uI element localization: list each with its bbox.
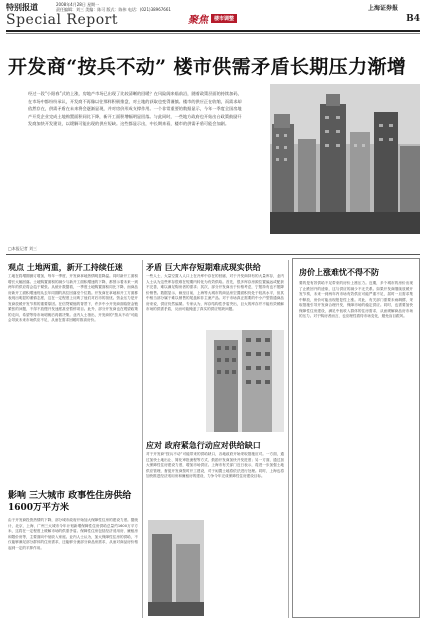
section-rule	[6, 254, 420, 255]
english-title: Special Report	[6, 12, 118, 28]
section-body-1: 工地在将增期测订增加，每年一季度，开发商拿地热情明显降温。同时新开工面积增长大幅回落。土地购置面积的减少与新开工面积增速的下降，都预示着未来一到两年的供应将会趋于紧张。从统计数据看，一季度土地购置面积同比下降，而商品房新开工面积增速则从去年同期的高位回落至个位数。开发商在拿地和开工方面都表现出明显的谨慎态度，这在一定程度上反映了他们对后市的担忧。资金压力是开发商放缓开发节奏的重要原因。在信贷紧缩的背景下，许多中小开发商面临资金链紧张的问题，不得不放慢开发速度甚至暂停项目。此外，部分开发商也在观望政策的走向，希望等待市场明朗后再做决策。业内人士指出，开发商的“按兵不动”可能会导致未来市场供应不足，从而在需求回暖时推高房价。	[8, 274, 138, 322]
section-body-4: 由于开发商投资热情的下降，部分城市政府开始加大保障性住房的建设力度。据统计，北京、上海、广州三大城市今年计划新增保障性住房供给总量约1600万平方米，这将在一定程度上缓解市场的供需矛盾。保障性住房包括经济适用房、廉租房和限价房等，主要面向中低收入家庭。业内人士认为，加大保障性住房的供给，不仅能够满足部分群体的住房需求，还能够分流部分商品房需求，从而对商品房价格起到一定的平抑作用。	[8, 518, 138, 550]
photo-credit: □本报记者 刘三	[8, 246, 38, 251]
section-title-1: 观点 土地两重，新开工持续任迷	[8, 262, 123, 272]
newspaper-brand: 上海证券报	[367, 5, 398, 12]
lead-paragraph: 经过一段“小阳春”式的上涨，房地产市场已出现了比较清晰的回暖？在风险阁来临前沿，随着政策层面的持续加码，在市场中都纷纷承认，开发商不再像以往那样积极推盘，对土地的获取也变得谨慎。楼市的供应正在收缩，而需求却依然存在，供需矛盾在未来将会逐渐显现，并对房价形成支撑作用。一个非常重要的数据显示，今年一季度全国房地产开发企业完成土地购置面积同比下降，新开工面积增幅明显回落。与此同时，一些地方政府也开始出台政策鼓励开发商加快开发建设，以缓解可能出现的供应短缺。这些都显示出，中长期来看，楼市的供需矛盾可能会加剧。	[28, 91, 242, 127]
issue-date: 2008年4月28日 星期一	[56, 2, 100, 7]
housing-photo	[148, 520, 204, 616]
section-name: 特别报道	[6, 2, 38, 12]
focus-tag	[188, 12, 268, 24]
masthead-rule	[6, 30, 420, 32]
page-number: B4	[406, 14, 420, 24]
column-divider-1	[142, 260, 143, 618]
column-divider-2	[288, 260, 289, 618]
main-headline: 开发商“按兵不动” 楼市供需矛盾长期压力渐增	[8, 56, 407, 78]
section-title-4: 影响 三大城市 政事性住房供给1600万平方米	[8, 491, 132, 513]
sidebar-box	[292, 258, 420, 618]
focus-tag-big: 聚焦	[188, 14, 208, 26]
editor-line: 责任编辑：刘三 美编：陈可 版式：陈伟 电话：(021)38967661	[56, 7, 171, 12]
skyline-photo	[270, 84, 420, 234]
section-title-5: 应对 政府紧急行动应对供给缺口	[146, 440, 261, 450]
masthead	[6, 2, 420, 40]
building-photo	[206, 330, 284, 432]
masthead-rule-thin	[6, 33, 420, 34]
section-title-2: 矛盾 巨大库存短期难成现实供给	[146, 262, 261, 272]
section-body-5: 对于开发商“按兵不动”可能带来的供给缺口，各地政府开始采取措施应对。一方面，通过加快土地出让、简化审批流程等方式，鼓励开发商加快开发进度；另一方面，通过加大保障性住房建设力度，增加市场供应。上海市有关部门近日表示，将进一步加强土地供应管理，督促开发商按时开工建设，对于闲置土地将依法进行处理。同时，上海也将加快推进经济适用房和廉租房的建设，力争今年完成保障性住房建设目标。	[146, 452, 284, 478]
issue-meta	[56, 2, 236, 12]
section-title-3: 房价上涨难忧不得不防	[299, 267, 379, 277]
section-body-2: 一些人士，大量空置入人口上在冷库中存在的回廊，对于开发商持有的大量库存，业内人士认为这些库存很难在短期内转化为有效供给。首先，很多库存房源位置偏远或配套不完善，难以满足购房者的需求；其次，部分开发商出于价格考虑，宁愿持有也不愿降价销售。数据显示，截至目前，上海等大城市的商品房空置面积仍处于较高水平，但其中相当部分属于难以销售的尾盘和非主流产品。对于市场真正需要的中小户型普通商品房来说，供应仍然偏紧。专家认为，库存结构性矛盾突出，巨大的库存并不能有效缓解市场的供需矛盾，反而可能掩盖了真实的供应短缺问题。	[146, 274, 284, 311]
section-body-3: 要的是有效供给不足带来的房价上涨压力。近期，多个城市的房价出现了止跌回升的迹象，这与供应的减少不无关系。如果开发商继续放缓开发节奏，未来一到两年内市场有效供应可能严重不足，届时一旦需求集中释放，房价可能出现报复性上涨。对此，有关部门需要未雨绸缪，采取措施引导开发商合理开发，保障市场的稳定供应。同时，也需要加快保障性住房建设，满足中低收入群体的住房需求，从而缓解商品房市场的压力。对于购房者而言，也应理性看待市场变化，避免盲目跟风。	[299, 281, 413, 318]
focus-tag-sub: 楼市调整	[211, 14, 237, 23]
